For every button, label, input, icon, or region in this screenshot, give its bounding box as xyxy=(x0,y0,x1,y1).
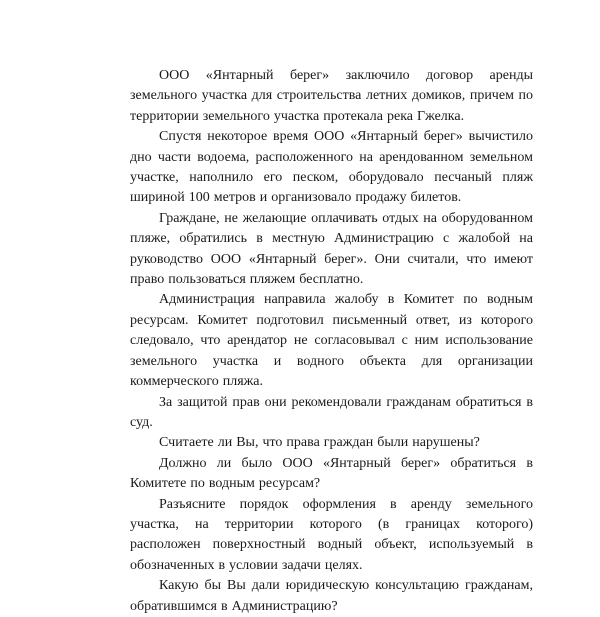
paragraph-question-3: Разъясните порядок оформления в аренду земельного участка, на территории которого (в границах которого) расположен поверхностный водный объект, используемый в обозначенных в условии задачи целях. xyxy=(130,496,533,573)
paragraph-question-1: Считаете ли Вы, что права граждан были нарушены? xyxy=(159,435,480,451)
paragraph-case-facts-3: Граждане, не желающие оплачивать отдых на оборудованном пляже, обратились в местную Администрацию с жалобой на руководство ООО «Янтарный берег». Они считали, что имеют право пользоваться пляжем бесплатно. xyxy=(130,210,533,288)
paragraph-case-facts-4: Администрация направила жалобу в Комитет по водным ресурсам. Комитет подготовил письменный ответ, из которого следовало, что арендатор не согласовывал с ним использование земельного участка и водного объекта для организации коммерческого пляжа. xyxy=(130,292,533,390)
paragraph-case-facts-5: За защитой прав они рекомендовали гражданам обратиться в суд. xyxy=(130,394,533,430)
paragraph-case-facts-2: Спустя некоторое время ООО «Янтарный берег» вычистило дно части водоема, расположенного на арендованном земельном участке, наполнило его песком, оборудовало песчаный пляж шириной 100 метров и организовало продажу билетов. xyxy=(130,129,533,206)
document-text-block xyxy=(130,66,533,617)
paragraph-question-2: Должно ли было ООО «Янтарный берег» обратиться в Комитете по водным ресурсам? xyxy=(130,455,533,492)
paragraph-question-4: Какую бы Вы дали юридическую консультацию гражданам, обратившимся в Администрацию? xyxy=(130,578,533,614)
paragraph-case-facts-1: ООО «Янтарный берег» заключило договор аренды земельного участка для строительства летних домиков, причем по территории земельного участка протекала река Гжелка. xyxy=(130,68,533,124)
